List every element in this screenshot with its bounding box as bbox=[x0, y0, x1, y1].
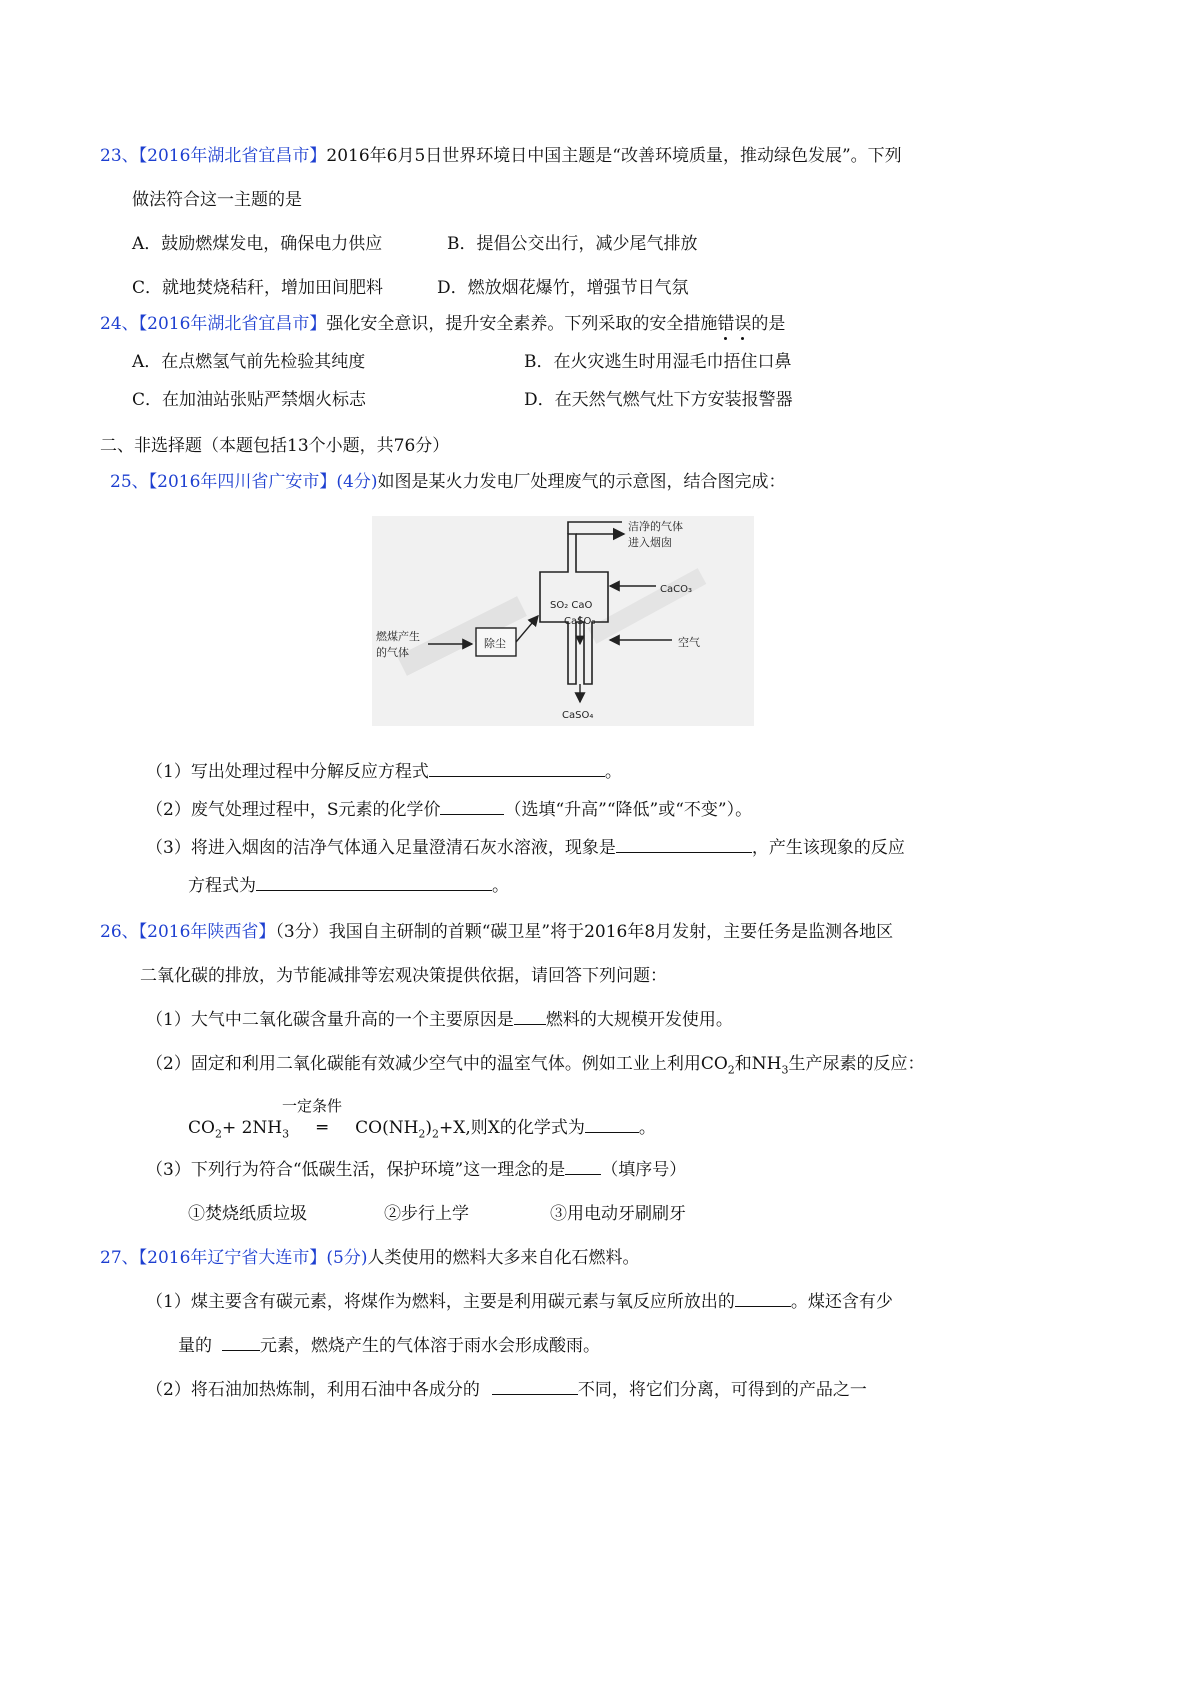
section-heading: 二、非选择题（本题包括13个小题，共76分） bbox=[100, 436, 450, 456]
figure-label-coal-gas-1: 燃煤产生 bbox=[376, 630, 420, 643]
figure-label-caso4: CaSO₄ bbox=[562, 710, 594, 721]
q26-eq-right3: +X,则X的化学式为 bbox=[439, 1118, 585, 1138]
q25-source: 【2016年四川省广安市】(4分) bbox=[148, 472, 378, 492]
q26-eq-end: 。 bbox=[638, 1118, 656, 1138]
q23-option-d: D．燃放烟花爆竹，增强节日气氛 bbox=[437, 278, 689, 298]
q26-number: 26、 bbox=[100, 922, 139, 942]
q24-source: 【2016年湖北省宜昌市】 bbox=[138, 314, 327, 334]
q25-part3-blank-2 bbox=[256, 874, 492, 891]
q26-choice-2: ②步行上学 bbox=[384, 1204, 469, 1224]
q23-stem-text: 2016年6月5日世界环境日中国主题是“改善环境质量，推动绿色发展”。下列 bbox=[326, 146, 902, 166]
flue-gas-treatment-diagram bbox=[372, 516, 754, 726]
q25-number: 25、 bbox=[110, 472, 149, 492]
figure-label-caco3: CaCO₃ bbox=[660, 584, 692, 595]
q26-eq-blank bbox=[585, 1116, 639, 1133]
q26-eq-right2: ) bbox=[425, 1118, 433, 1138]
q26-eq-sign: ═ bbox=[317, 1118, 328, 1138]
figure-label-clean-gas-2: 进入烟囱 bbox=[628, 536, 672, 549]
q25-part3-blank-1 bbox=[616, 836, 752, 853]
q26-source: 【2016年陕西省】 bbox=[138, 922, 276, 942]
q25-part3-line2 bbox=[188, 874, 509, 898]
q27-source: 【2016年辽宁省大连市】(5分) bbox=[138, 1248, 368, 1268]
q25-part2-text: （2）废气处理过程中，S元素的化学价 bbox=[146, 800, 441, 820]
q27-part1-blank-1 bbox=[735, 1290, 791, 1307]
q24-stem-end: 的是 bbox=[751, 314, 786, 334]
q25-stem bbox=[110, 470, 786, 494]
q25-part1 bbox=[146, 760, 622, 784]
figure-label-air: 空气 bbox=[678, 636, 700, 649]
q23-option-b: B．提倡公交出行，减少尾气排放 bbox=[447, 234, 698, 254]
q24-number: 24、 bbox=[100, 314, 139, 334]
q25-part3 bbox=[146, 836, 905, 860]
q24-emphasis-char-2: 误 bbox=[734, 314, 752, 334]
q27-part1-line2 bbox=[178, 1334, 600, 1358]
q23-option-c: C．就地焚烧秸秆，增加田间肥料 bbox=[132, 278, 384, 298]
q26-stem-text: （3分）我国自主研制的首颗“碳卫星”将于2016年8月发射，主要任务是监测各地区 bbox=[275, 922, 894, 942]
q24-option-c: C．在加油站张贴严禁烟火标志 bbox=[132, 390, 367, 410]
q26-part2: （2）固定和利用二氧化碳能有效减少空气中的温室气体。例如工业上利用$CO_2$和$NH_3$生产尿素的反应： bbox=[146, 1054, 925, 1077]
figure-label-clean-gas-1: 洁净的气体 bbox=[628, 520, 683, 533]
q26-eq-left2: + 2NH bbox=[221, 1118, 283, 1138]
q27-part1-line2-text: 量的 bbox=[178, 1336, 212, 1356]
q23-stem-line2: 做法符合这一主题的是 bbox=[132, 190, 302, 210]
q27-part1-blank-2 bbox=[222, 1334, 260, 1351]
q26-stem-line1 bbox=[100, 920, 893, 944]
q24-option-b: B．在火灾逃生时用湿毛巾捂住口鼻 bbox=[524, 352, 792, 372]
q25-stem-text: 如图是某火力发电厂处理废气的示意图，结合图完成： bbox=[377, 472, 786, 492]
q26-part3-text: （3）下列行为符合“低碳生活，保护环境”这一理念的是 bbox=[146, 1160, 566, 1180]
q25-part2 bbox=[146, 798, 752, 822]
q23-option-a: A．鼓励燃煤发电，确保电力供应 bbox=[132, 234, 383, 254]
q26-part3-blank bbox=[565, 1158, 601, 1175]
q26-part1 bbox=[146, 1008, 733, 1032]
q27-stem-text: 人类使用的燃料大多来自化石燃料。 bbox=[367, 1248, 640, 1268]
q26-part1-text: （1）大气中二氧化碳含量升高的一个主要原因是 bbox=[146, 1010, 514, 1030]
q26-eq-left: CO bbox=[188, 1118, 215, 1138]
q26-stem-line2: 二氧化碳的排放，为节能减排等宏观决策提供依据，请回答下列问题： bbox=[140, 966, 667, 986]
q26-choice-3: ③用电动牙刷刷牙 bbox=[550, 1204, 686, 1224]
q26-choice-1: ①焚烧纸质垃圾 bbox=[188, 1204, 307, 1224]
q26-part3 bbox=[146, 1158, 686, 1182]
q24-stem bbox=[100, 312, 785, 336]
q25-part2-end: （选填“升高”“降低”或“不变”）。 bbox=[504, 800, 753, 820]
q25-part2-blank bbox=[440, 798, 504, 815]
q27-part2-end: 不同，将它们分离，可得到的产品之一 bbox=[577, 1380, 867, 1400]
figure-label-caso3: CaSO₃ bbox=[564, 616, 596, 627]
q25-part3-text: （3）将进入烟囱的洁净气体通入足量澄清石灰水溶液，现象是 bbox=[146, 838, 616, 858]
q25-part1-text: （1）写出处理过程中分解反应方程式 bbox=[146, 762, 429, 782]
q23-number: 23、 bbox=[100, 146, 139, 166]
q25-part1-blank bbox=[429, 760, 605, 777]
q27-number: 27、 bbox=[100, 1248, 139, 1268]
q26-part1-end: 燃料的大规模开发使用。 bbox=[545, 1010, 733, 1030]
q23-source: 【2016年湖北省宜昌市】 bbox=[138, 146, 327, 166]
q26-eq-right: CO(NH bbox=[355, 1118, 419, 1138]
q24-option-d: D．在天然气燃气灶下方安装报警器 bbox=[524, 390, 793, 410]
q27-stem bbox=[100, 1246, 640, 1270]
q26-part3-end: （填序号） bbox=[601, 1160, 687, 1180]
q24-emphasis-char-1: 错 bbox=[717, 314, 735, 334]
q26-part1-blank bbox=[514, 1008, 546, 1025]
q25-part3-mid: ，产生该现象的反应 bbox=[751, 838, 905, 858]
q25-part3-end: 。 bbox=[492, 876, 509, 896]
q27-part2-blank bbox=[492, 1378, 578, 1395]
q27-part2 bbox=[146, 1378, 867, 1402]
q27-part2-text: （2）将石油加热炼制，利用石油中各成分的 bbox=[146, 1380, 480, 1400]
q26-reaction-condition: 一定条件 bbox=[282, 1097, 343, 1115]
q23-stem-line1 bbox=[100, 144, 902, 168]
figure-label-dust-removal: 除尘 bbox=[484, 637, 506, 650]
q24-option-a: A．在点燃氢气前先检验其纯度 bbox=[132, 352, 366, 372]
q26-part2-mid: 和NH bbox=[734, 1054, 782, 1074]
q27-part1-text: （1）煤主要含有碳元素，将煤作为燃料，主要是利用碳元素与氧反应所放出的 bbox=[146, 1292, 735, 1312]
q25-part1-end: 。 bbox=[604, 762, 622, 782]
q27-part1-line2-end: 元素，燃烧产生的气体溶于雨水会形成酸雨。 bbox=[260, 1336, 600, 1356]
q26-part2-text: （2）固定和利用二氧化碳能有效减少空气中的温室气体。例如工业上利用CO bbox=[146, 1054, 728, 1074]
q26-part2-end: 生产尿素的反应： bbox=[788, 1054, 925, 1074]
q27-part1-end: 。煤还含有少 bbox=[790, 1292, 893, 1312]
q26-equation: $CO_2+ 2NH_3$ ═ $CO(NH_2)_2+X$,则X的化学式为 。 bbox=[188, 1118, 656, 1141]
q27-part1 bbox=[146, 1290, 893, 1314]
figure-label-coal-gas-2: 的气体 bbox=[376, 646, 409, 659]
q25-part3-line2-text: 方程式为 bbox=[188, 876, 256, 896]
q24-stem-text: 强化安全意识，提升安全素养。下列采取的安全措施 bbox=[326, 314, 718, 334]
figure-label-so2-cao: SO₂ CaO bbox=[550, 600, 593, 611]
